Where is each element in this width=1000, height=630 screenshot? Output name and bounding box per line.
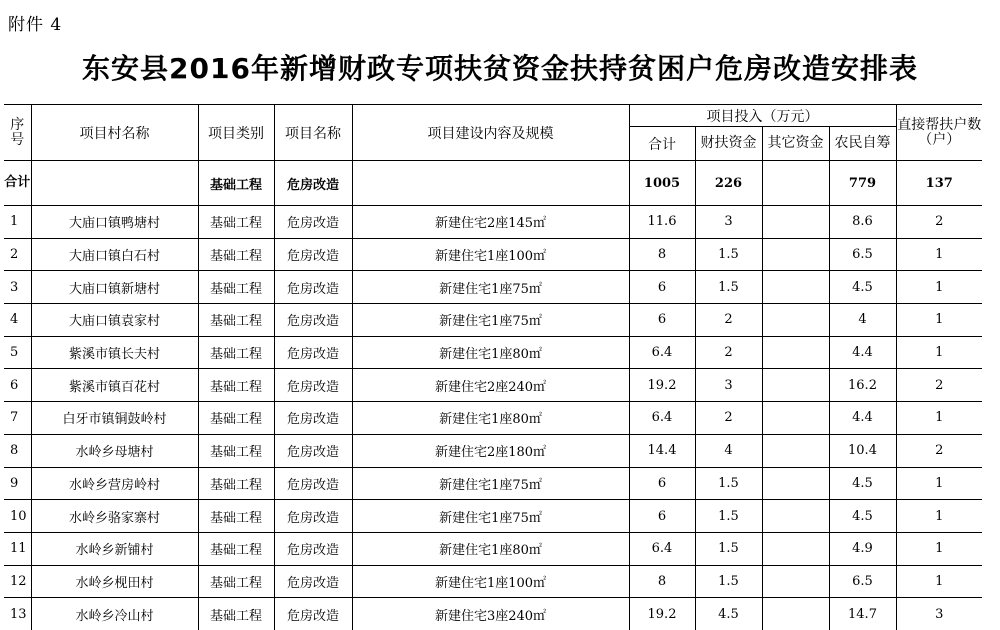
cell-village: 大庙口镇新塘村 [31,271,198,304]
cell-farmer: 4.9 [829,532,896,565]
cell-total: 19.2 [629,598,695,630]
cell-farmer: 14.7 [829,598,896,630]
cell-other [762,565,829,598]
cell-content: 新建住宅1座100㎡ [352,565,629,598]
cell-households: 1 [896,532,982,565]
total-households: 137 [896,161,982,206]
cell-content: 新建住宅1座75㎡ [352,500,629,533]
cell-total: 6 [629,271,695,304]
cell-village: 大庙口镇袁家村 [31,304,198,337]
cell-seq: 5 [4,336,31,369]
cell-farmer: 6.5 [829,238,896,271]
cell-category: 基础工程 [198,598,274,630]
cell-households: 1 [896,402,982,435]
cell-category: 基础工程 [198,467,274,500]
cell-content: 新建住宅2座145㎡ [352,206,629,239]
cell-households: 2 [896,369,982,402]
cell-seq: 3 [4,271,31,304]
cell-farmer: 6.5 [829,565,896,598]
header-households: 直接帮扶户数（户） [896,105,982,161]
cell-village: 水岭乡冷山村 [31,598,198,630]
total-fiscal: 226 [695,161,762,206]
cell-village: 水岭乡枧田村 [31,565,198,598]
cell-category: 基础工程 [198,402,274,435]
cell-other [762,369,829,402]
cell-fiscal: 4 [695,434,762,467]
allocation-table [4,104,982,630]
cell-village: 大庙口镇白石村 [31,238,198,271]
cell-fiscal: 1.5 [695,467,762,500]
cell-project-name: 危房改造 [274,336,352,369]
cell-village: 水岭乡母塘村 [31,434,198,467]
cell-category: 基础工程 [198,369,274,402]
cell-total: 6.4 [629,336,695,369]
cell-fiscal: 1.5 [695,565,762,598]
cell-fiscal: 3 [695,369,762,402]
cell-category: 基础工程 [198,565,274,598]
header-seq: 序号 [4,105,31,161]
cell-households: 2 [896,206,982,239]
cell-farmer: 4 [829,304,896,337]
cell-total: 19.2 [629,369,695,402]
cell-total: 8 [629,238,695,271]
table-row [4,206,982,239]
cell-other [762,434,829,467]
cell-project-name: 危房改造 [274,565,352,598]
header-investment-group: 项目投入（万元） [629,105,896,127]
cell-households: 1 [896,271,982,304]
cell-category: 基础工程 [198,434,274,467]
cell-village: 水岭乡新铺村 [31,532,198,565]
table-row [4,304,982,337]
table-row [4,271,982,304]
cell-project-name: 危房改造 [274,434,352,467]
cell-project-name: 危房改造 [274,206,352,239]
table-row [4,238,982,271]
cell-other [762,238,829,271]
cell-village: 水岭乡营房岭村 [31,467,198,500]
cell-category: 基础工程 [198,336,274,369]
total-row [4,161,982,206]
cell-farmer: 4.4 [829,402,896,435]
cell-households: 3 [896,598,982,630]
cell-seq: 8 [4,434,31,467]
cell-seq: 12 [4,565,31,598]
cell-total: 14.4 [629,434,695,467]
cell-total: 6 [629,500,695,533]
table-header [4,105,982,161]
total-category: 基础工程 [198,161,274,206]
total-content [352,161,629,206]
cell-households: 1 [896,500,982,533]
cell-farmer: 16.2 [829,369,896,402]
attachment-label: 附件 4 [8,10,62,35]
cell-fiscal: 1.5 [695,500,762,533]
cell-other [762,532,829,565]
cell-other [762,336,829,369]
cell-project-name: 危房改造 [274,402,352,435]
table-row [4,336,982,369]
header-content: 项目建设内容及规模 [352,105,629,161]
cell-fiscal: 4.5 [695,598,762,630]
cell-content: 新建住宅1座75㎡ [352,271,629,304]
cell-village: 紫溪市镇长夫村 [31,336,198,369]
cell-households: 1 [896,238,982,271]
total-seq: 合计 [4,161,31,206]
cell-village: 大庙口镇鸭塘村 [31,206,198,239]
table-row [4,402,982,435]
cell-farmer: 4.4 [829,336,896,369]
cell-project-name: 危房改造 [274,500,352,533]
cell-total: 6.4 [629,402,695,435]
cell-content: 新建住宅2座180㎡ [352,434,629,467]
header-farmer: 农民自筹 [829,127,896,161]
cell-fiscal: 1.5 [695,532,762,565]
cell-content: 新建住宅1座80㎡ [352,336,629,369]
cell-seq: 6 [4,369,31,402]
cell-content: 新建住宅2座240㎡ [352,369,629,402]
cell-seq: 11 [4,532,31,565]
header-project-name: 项目名称 [274,105,352,161]
cell-seq: 9 [4,467,31,500]
cell-seq: 7 [4,402,31,435]
cell-category: 基础工程 [198,304,274,337]
cell-households: 1 [896,565,982,598]
header-other: 其它资金 [762,127,829,161]
header-category: 项目类别 [198,105,274,161]
cell-seq: 4 [4,304,31,337]
cell-households: 2 [896,434,982,467]
total-other [762,161,829,206]
cell-fiscal: 1.5 [695,238,762,271]
table-row [4,500,982,533]
cell-fiscal: 2 [695,336,762,369]
cell-content: 新建住宅1座80㎡ [352,402,629,435]
cell-other [762,467,829,500]
header-total: 合计 [629,127,695,161]
cell-project-name: 危房改造 [274,369,352,402]
cell-fiscal: 2 [695,402,762,435]
table-row [4,434,982,467]
cell-other [762,271,829,304]
cell-project-name: 危房改造 [274,598,352,630]
cell-other [762,500,829,533]
cell-project-name: 危房改造 [274,532,352,565]
cell-seq: 10 [4,500,31,533]
cell-farmer: 8.6 [829,206,896,239]
cell-project-name: 危房改造 [274,271,352,304]
total-project-name: 危房改造 [274,161,352,206]
table-row [4,467,982,500]
cell-seq: 13 [4,598,31,630]
cell-content: 新建住宅1座80㎡ [352,532,629,565]
table-row [4,369,982,402]
cell-category: 基础工程 [198,500,274,533]
total-farmer: 779 [829,161,896,206]
cell-content: 新建住宅1座75㎡ [352,467,629,500]
cell-other [762,206,829,239]
total-village [31,161,198,206]
cell-fiscal: 3 [695,206,762,239]
header-fiscal: 财扶资金 [695,127,762,161]
cell-village: 白牙市镇铜鼓岭村 [31,402,198,435]
cell-category: 基础工程 [198,271,274,304]
table-row [4,598,982,630]
total-total: 1005 [629,161,695,206]
table-row [4,532,982,565]
cell-other [762,598,829,630]
document-title: 东安县2016年新增财政专项扶贫资金扶持贫困户危房改造安排表 [0,47,1000,87]
cell-village: 紫溪市镇百花村 [31,369,198,402]
cell-seq: 1 [4,206,31,239]
cell-other [762,304,829,337]
table-body [4,161,982,630]
cell-content: 新建住宅3座240㎡ [352,598,629,630]
cell-category: 基础工程 [198,206,274,239]
table-row [4,565,982,598]
cell-fiscal: 2 [695,304,762,337]
cell-fiscal: 1.5 [695,271,762,304]
cell-households: 1 [896,336,982,369]
cell-households: 1 [896,467,982,500]
cell-total: 6.4 [629,532,695,565]
cell-category: 基础工程 [198,532,274,565]
cell-farmer: 10.4 [829,434,896,467]
cell-content: 新建住宅1座100㎡ [352,238,629,271]
cell-village: 水岭乡骆家寨村 [31,500,198,533]
cell-project-name: 危房改造 [274,467,352,500]
cell-other [762,402,829,435]
cell-project-name: 危房改造 [274,238,352,271]
cell-content: 新建住宅1座75㎡ [352,304,629,337]
header-village: 项目村名称 [31,105,198,161]
cell-households: 1 [896,304,982,337]
cell-farmer: 4.5 [829,271,896,304]
cell-category: 基础工程 [198,238,274,271]
cell-total: 6 [629,304,695,337]
cell-total: 8 [629,565,695,598]
cell-project-name: 危房改造 [274,304,352,337]
cell-seq: 2 [4,238,31,271]
cell-total: 11.6 [629,206,695,239]
cell-farmer: 4.5 [829,467,896,500]
cell-farmer: 4.5 [829,500,896,533]
cell-total: 6 [629,467,695,500]
